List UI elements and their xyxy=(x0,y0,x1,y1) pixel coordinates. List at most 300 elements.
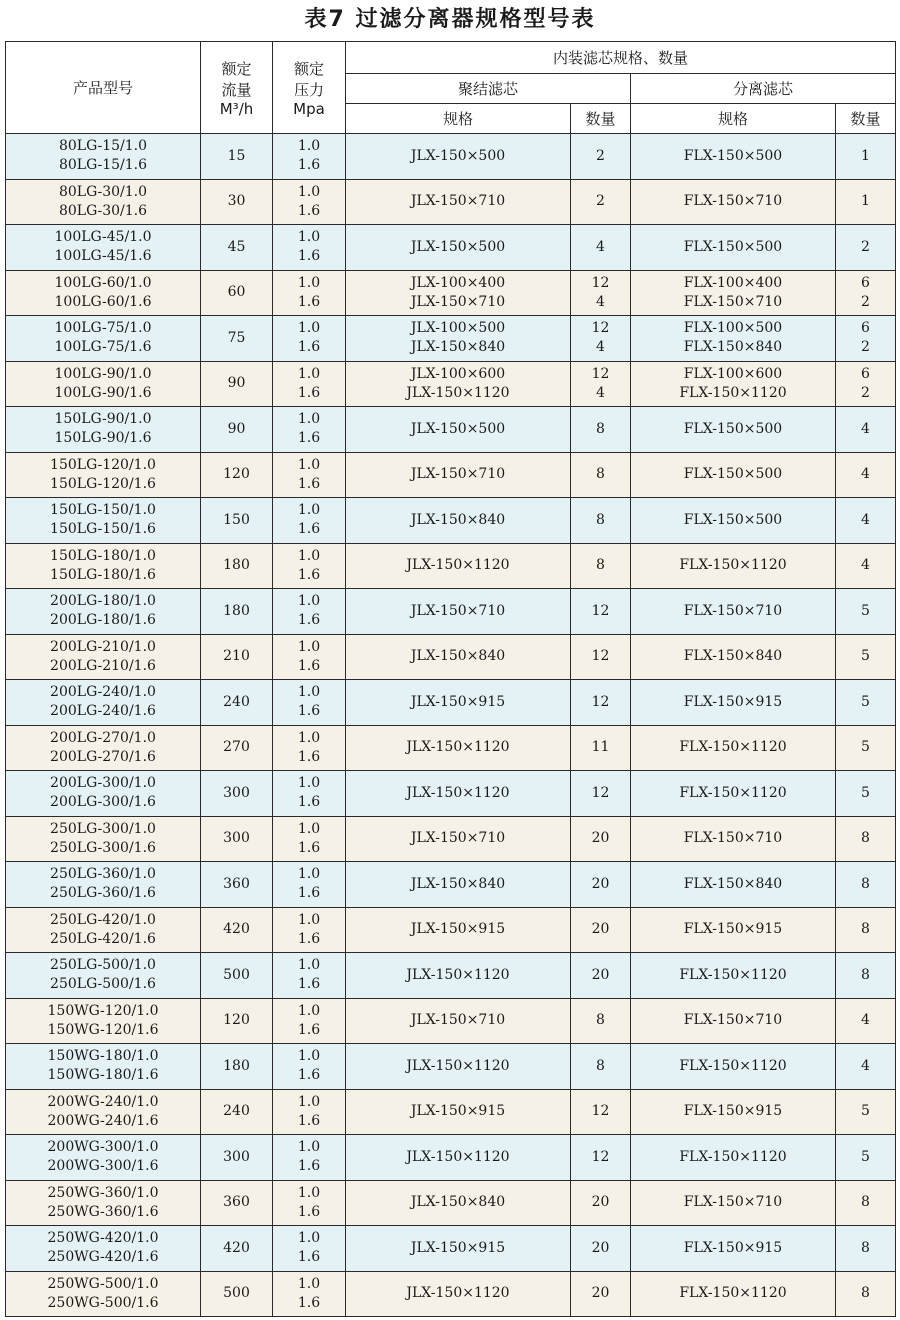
cell-separating-spec-line1: FLX-150×1120 xyxy=(679,1285,787,1302)
cell-model-line2: 200LG-300/1.6 xyxy=(50,794,156,811)
cell-flow xyxy=(201,452,273,498)
cell-pressure-line1: 1.0 xyxy=(297,547,321,564)
page-title: 表7 过滤分离器规格型号表 xyxy=(304,7,596,32)
cell-coalescing-spec-line1: JLX-150×840 xyxy=(410,648,506,665)
cell-coalescing-spec-line1: JLX-150×915 xyxy=(410,1103,506,1120)
cell-pressure xyxy=(273,862,346,908)
cell-separating-qty xyxy=(836,1044,896,1090)
cell-model xyxy=(6,270,201,316)
cell-model xyxy=(6,771,201,817)
cell-model-line1: 200LG-300/1.0 xyxy=(50,775,156,792)
cell-pressure xyxy=(273,816,346,862)
cell-coalescing-spec-line2: JLX-150×710 xyxy=(410,293,506,310)
cell-model-line1: 200LG-180/1.0 xyxy=(50,593,156,610)
cell-coalescing-spec-line1: JLX-150×915 xyxy=(410,1239,506,1256)
table-row xyxy=(6,589,896,635)
cell-pressure xyxy=(273,225,346,271)
table-row xyxy=(6,543,896,589)
cell-model xyxy=(6,907,201,953)
cell-coalescing-spec xyxy=(346,1226,571,1272)
cell-pressure-line2: 1.6 xyxy=(297,1203,321,1220)
header-separating: 分离滤芯 xyxy=(631,74,896,104)
cell-pressure-line2: 1.6 xyxy=(297,839,321,856)
cell-separating-spec xyxy=(631,361,836,407)
table-row xyxy=(6,1044,896,1090)
cell-separating-qty xyxy=(836,953,896,999)
cell-model-line2: 80LG-15/1.6 xyxy=(58,157,148,174)
cell-coalescing-qty-line1: 2 xyxy=(596,193,605,210)
cell-coalescing-spec-line1: JLX-150×840 xyxy=(410,511,506,528)
cell-separating-spec xyxy=(631,407,836,453)
cell-separating-qty xyxy=(836,1135,896,1181)
cell-model-line2: 250WG-360/1.6 xyxy=(47,1203,159,1220)
cell-separating-spec xyxy=(631,452,836,498)
cell-coalescing-spec-line1: JLX-150×1120 xyxy=(406,784,510,801)
header-pressure xyxy=(273,42,346,134)
cell-coalescing-spec-line1: JLX-150×1120 xyxy=(406,1057,510,1074)
cell-model xyxy=(6,452,201,498)
cell-coalescing-qty-line1: 12 xyxy=(591,320,610,337)
cell-pressure xyxy=(273,907,346,953)
table-row xyxy=(6,862,896,908)
cell-coalescing-spec-line1: JLX-150×915 xyxy=(410,693,506,710)
cell-separating-spec-line2: FLX-150×840 xyxy=(683,339,783,356)
cell-model xyxy=(6,862,201,908)
cell-model xyxy=(6,1226,201,1272)
cell-flow-line1: 180 xyxy=(223,557,250,574)
cell-model-line2: 150WG-120/1.6 xyxy=(47,1021,159,1038)
cell-pressure-line2: 1.6 xyxy=(297,202,321,219)
cell-pressure xyxy=(273,589,346,635)
cell-pressure xyxy=(273,452,346,498)
cell-pressure-line1: 1.0 xyxy=(297,229,321,246)
cell-separating-qty xyxy=(836,680,896,726)
cell-separating-spec xyxy=(631,316,836,362)
cell-model-line1: 80LG-15/1.0 xyxy=(58,138,148,155)
cell-coalescing-qty-line1: 12 xyxy=(591,1103,610,1120)
cell-model-line2: 250WG-500/1.6 xyxy=(47,1294,159,1311)
cell-separating-spec-line1: FLX-150×915 xyxy=(683,693,783,710)
cell-pressure-line2: 1.6 xyxy=(297,748,321,765)
cell-coalescing-qty-line2: 4 xyxy=(596,339,605,356)
cell-flow xyxy=(201,1135,273,1181)
cell-coalescing-qty xyxy=(571,270,631,316)
cell-model-line2: 100LG-90/1.6 xyxy=(54,384,152,401)
cell-pressure-line1: 1.0 xyxy=(297,320,321,337)
cell-coalescing-spec-line1: JLX-150×710 xyxy=(410,1012,506,1029)
table-row xyxy=(6,179,896,225)
cell-model-line1: 250LG-500/1.0 xyxy=(50,957,156,974)
cell-separating-qty xyxy=(836,634,896,680)
cell-coalescing-qty xyxy=(571,361,631,407)
cell-flow-line1: 90 xyxy=(227,375,246,392)
cell-pressure xyxy=(273,1180,346,1226)
cell-separating-spec-line1: FLX-150×500 xyxy=(683,511,783,528)
table-row xyxy=(6,361,896,407)
cell-pressure xyxy=(273,407,346,453)
cell-coalescing-qty xyxy=(571,680,631,726)
cell-model-line1: 100LG-45/1.0 xyxy=(54,229,152,246)
cell-flow xyxy=(201,634,273,680)
cell-pressure-line1: 1.0 xyxy=(297,775,321,792)
cell-coalescing-qty xyxy=(571,316,631,362)
cell-separating-spec xyxy=(631,816,836,862)
cell-flow-line1: 150 xyxy=(223,511,250,528)
cell-flow xyxy=(201,225,273,271)
table-body xyxy=(6,134,896,1317)
table-row xyxy=(6,725,896,771)
cell-model-line2: 100LG-60/1.6 xyxy=(54,293,152,310)
cell-flow xyxy=(201,771,273,817)
cell-separating-qty-line1: 1 xyxy=(861,147,870,164)
cell-separating-spec-line1: FLX-150×500 xyxy=(683,420,783,437)
cell-flow xyxy=(201,862,273,908)
cell-separating-qty-line2: 2 xyxy=(861,339,870,356)
cell-flow-line1: 360 xyxy=(223,875,250,892)
cell-separating-spec xyxy=(631,907,836,953)
cell-coalescing-qty xyxy=(571,1044,631,1090)
header-separating-spec: 规格 xyxy=(631,104,836,134)
cell-pressure xyxy=(273,1226,346,1272)
cell-separating-qty-line1: 1 xyxy=(861,193,870,210)
cell-coalescing-spec-line1: JLX-150×710 xyxy=(410,830,506,847)
cell-coalescing-qty-line1: 20 xyxy=(591,921,610,938)
cell-flow-line1: 270 xyxy=(223,739,250,756)
table-row xyxy=(6,134,896,180)
cell-model-line1: 200LG-240/1.0 xyxy=(50,684,156,701)
cell-coalescing-qty xyxy=(571,498,631,544)
cell-separating-spec-line1: FLX-150×1120 xyxy=(679,966,787,983)
cell-coalescing-spec-line1: JLX-150×500 xyxy=(410,147,506,164)
cell-pressure-line1: 1.0 xyxy=(297,911,321,928)
cell-model xyxy=(6,543,201,589)
cell-coalescing-spec-line2: JLX-150×840 xyxy=(410,339,506,356)
cell-pressure xyxy=(273,634,346,680)
cell-coalescing-spec-line1: JLX-100×600 xyxy=(410,365,506,382)
cell-flow-line1: 300 xyxy=(223,1148,250,1165)
table-row xyxy=(6,316,896,362)
cell-model xyxy=(6,725,201,771)
cell-coalescing-qty-line1: 11 xyxy=(591,739,610,756)
cell-model xyxy=(6,179,201,225)
cell-flow xyxy=(201,680,273,726)
header-separating-qty: 数量 xyxy=(836,104,896,134)
cell-pressure-line1: 1.0 xyxy=(297,365,321,382)
cell-coalescing-spec xyxy=(346,862,571,908)
cell-model-line1: 150WG-120/1.0 xyxy=(47,1002,159,1019)
cell-separating-spec xyxy=(631,725,836,771)
cell-separating-spec-line1: FLX-150×1120 xyxy=(679,739,787,756)
cell-separating-spec-line1: FLX-150×915 xyxy=(683,1239,783,1256)
cell-coalescing-spec-line1: JLX-150×840 xyxy=(410,875,506,892)
cell-coalescing-spec xyxy=(346,680,571,726)
cell-separating-qty-line1: 4 xyxy=(861,1057,870,1074)
cell-separating-spec-line1: FLX-150×710 xyxy=(683,602,783,619)
cell-separating-qty-line1: 5 xyxy=(861,602,870,619)
cell-coalescing-spec-line1: JLX-100×400 xyxy=(410,274,506,291)
cell-separating-spec-line1: FLX-150×1120 xyxy=(679,1148,787,1165)
cell-model-line2: 250LG-500/1.6 xyxy=(50,976,156,993)
cell-flow xyxy=(201,1089,273,1135)
cell-model xyxy=(6,998,201,1044)
cell-coalescing-qty xyxy=(571,1135,631,1181)
cell-pressure-line2: 1.6 xyxy=(297,1294,321,1311)
cell-coalescing-qty xyxy=(571,862,631,908)
cell-model-line2: 200LG-180/1.6 xyxy=(50,612,156,629)
cell-pressure-line1: 1.0 xyxy=(297,1002,321,1019)
cell-flow xyxy=(201,1180,273,1226)
cell-separating-qty-line1: 5 xyxy=(861,648,870,665)
cell-pressure-line2: 1.6 xyxy=(297,976,321,993)
cell-separating-qty xyxy=(836,134,896,180)
cell-model-line1: 250LG-360/1.0 xyxy=(50,866,156,883)
cell-coalescing-spec xyxy=(346,225,571,271)
cell-separating-qty-line1: 4 xyxy=(861,1012,870,1029)
cell-coalescing-qty-line2: 4 xyxy=(596,384,605,401)
table-row xyxy=(6,1271,896,1317)
cell-coalescing-spec xyxy=(346,1271,571,1317)
cell-flow-line1: 420 xyxy=(223,1239,250,1256)
cell-model xyxy=(6,498,201,544)
table-row xyxy=(6,680,896,726)
cell-pressure-line1: 1.0 xyxy=(297,274,321,291)
cell-separating-qty xyxy=(836,179,896,225)
cell-pressure-line1: 1.0 xyxy=(297,502,321,519)
cell-flow xyxy=(201,361,273,407)
cell-separating-spec xyxy=(631,498,836,544)
table-header xyxy=(6,42,896,134)
cell-model-line1: 200LG-270/1.0 xyxy=(50,729,156,746)
cell-model-line1: 150LG-150/1.0 xyxy=(50,502,156,519)
cell-flow xyxy=(201,1226,273,1272)
cell-flow xyxy=(201,589,273,635)
cell-pressure xyxy=(273,498,346,544)
cell-pressure xyxy=(273,270,346,316)
table-row xyxy=(6,998,896,1044)
cell-coalescing-spec-line1: JLX-150×915 xyxy=(410,921,506,938)
cell-separating-spec-line1: FLX-100×600 xyxy=(683,365,783,382)
cell-separating-qty-line1: 8 xyxy=(861,875,870,892)
cell-pressure-line2: 1.6 xyxy=(297,885,321,902)
cell-pressure xyxy=(273,361,346,407)
cell-pressure-line2: 1.6 xyxy=(297,293,321,310)
cell-coalescing-qty xyxy=(571,134,631,180)
cell-coalescing-spec-line1: JLX-150×710 xyxy=(410,193,506,210)
cell-flow xyxy=(201,543,273,589)
cell-model xyxy=(6,316,201,362)
table-row xyxy=(6,270,896,316)
cell-coalescing-spec-line1: JLX-150×1120 xyxy=(406,557,510,574)
cell-separating-qty xyxy=(836,498,896,544)
cell-coalescing-spec xyxy=(346,1135,571,1181)
cell-model xyxy=(6,225,201,271)
cell-separating-spec-line1: FLX-150×1120 xyxy=(679,557,787,574)
cell-flow-line1: 180 xyxy=(223,602,250,619)
cell-coalescing-spec xyxy=(346,998,571,1044)
cell-separating-spec-line1: FLX-150×915 xyxy=(683,1103,783,1120)
header-pressure-unit: Mpa xyxy=(293,99,325,118)
header-pressure-line2: 压力 xyxy=(293,80,324,99)
cell-pressure-line1: 1.0 xyxy=(297,820,321,837)
cell-coalescing-qty-line1: 12 xyxy=(591,784,610,801)
cell-separating-qty-line1: 4 xyxy=(861,420,870,437)
cell-flow xyxy=(201,407,273,453)
cell-separating-qty-line2: 2 xyxy=(861,384,870,401)
cell-model xyxy=(6,361,201,407)
cell-flow-line1: 120 xyxy=(223,1012,250,1029)
table-row xyxy=(6,225,896,271)
cell-separating-qty-line1: 8 xyxy=(861,966,870,983)
cell-flow xyxy=(201,1044,273,1090)
cell-separating-qty-line1: 5 xyxy=(861,739,870,756)
cell-model-line1: 100LG-75/1.0 xyxy=(54,320,152,337)
cell-pressure xyxy=(273,771,346,817)
cell-coalescing-qty-line1: 2 xyxy=(596,147,605,164)
cell-coalescing-spec xyxy=(346,771,571,817)
cell-coalescing-spec-line1: JLX-150×500 xyxy=(410,238,506,255)
cell-model-line1: 150LG-120/1.0 xyxy=(50,456,156,473)
cell-separating-spec xyxy=(631,134,836,180)
cell-model-line2: 200LG-240/1.6 xyxy=(50,703,156,720)
cell-coalescing-qty-line1: 20 xyxy=(591,830,610,847)
cell-flow-line1: 60 xyxy=(227,284,246,301)
cell-coalescing-qty-line1: 12 xyxy=(591,602,610,619)
cell-flow xyxy=(201,498,273,544)
cell-pressure-line1: 1.0 xyxy=(297,593,321,610)
cell-model-line1: 100LG-60/1.0 xyxy=(54,274,152,291)
cell-flow-line1: 210 xyxy=(223,648,250,665)
cell-model-line1: 250LG-300/1.0 xyxy=(50,820,156,837)
cell-separating-qty xyxy=(836,225,896,271)
cell-flow-line1: 75 xyxy=(227,329,246,346)
cell-separating-spec-line1: FLX-150×500 xyxy=(683,466,783,483)
cell-model xyxy=(6,680,201,726)
cell-separating-spec-line1: FLX-150×710 xyxy=(683,1012,783,1029)
cell-flow-line1: 500 xyxy=(223,966,250,983)
cell-separating-spec-line1: FLX-150×500 xyxy=(683,238,783,255)
cell-flow-line1: 300 xyxy=(223,830,250,847)
cell-coalescing-spec xyxy=(346,498,571,544)
cell-separating-spec-line1: FLX-150×1120 xyxy=(679,1057,787,1074)
cell-separating-spec xyxy=(631,1226,836,1272)
cell-separating-spec xyxy=(631,543,836,589)
cell-separating-qty-line1: 5 xyxy=(861,693,870,710)
cell-coalescing-qty-line1: 20 xyxy=(591,1239,610,1256)
table-row xyxy=(6,634,896,680)
cell-pressure-line2: 1.6 xyxy=(297,1021,321,1038)
cell-model-line2: 200WG-240/1.6 xyxy=(47,1112,159,1129)
cell-separating-qty-line1: 6 xyxy=(861,365,870,382)
cell-pressure-line1: 1.0 xyxy=(297,183,321,200)
cell-coalescing-spec-line1: JLX-150×1120 xyxy=(406,1148,510,1165)
cell-coalescing-qty-line1: 20 xyxy=(591,875,610,892)
cell-coalescing-qty-line1: 12 xyxy=(591,274,610,291)
cell-model-line1: 250WG-360/1.0 xyxy=(47,1184,159,1201)
cell-pressure-line2: 1.6 xyxy=(297,339,321,356)
cell-coalescing-qty-line1: 20 xyxy=(591,1285,610,1302)
cell-pressure-line1: 1.0 xyxy=(297,1093,321,1110)
spec-table xyxy=(5,41,896,1317)
cell-separating-qty-line1: 8 xyxy=(861,1194,870,1211)
cell-coalescing-spec xyxy=(346,1089,571,1135)
cell-coalescing-spec xyxy=(346,270,571,316)
cell-pressure xyxy=(273,543,346,589)
cell-pressure-line2: 1.6 xyxy=(297,1067,321,1084)
cell-model-line1: 200WG-300/1.0 xyxy=(47,1139,159,1156)
cell-separating-spec xyxy=(631,589,836,635)
cell-separating-spec-line1: FLX-150×840 xyxy=(683,875,783,892)
cell-model xyxy=(6,134,201,180)
cell-flow xyxy=(201,998,273,1044)
cell-pressure-line2: 1.6 xyxy=(297,1112,321,1129)
cell-coalescing-qty xyxy=(571,998,631,1044)
cell-pressure-line2: 1.6 xyxy=(297,475,321,492)
cell-coalescing-spec-line1: JLX-150×1120 xyxy=(406,966,510,983)
cell-coalescing-qty xyxy=(571,179,631,225)
cell-model xyxy=(6,953,201,999)
cell-separating-qty-line1: 4 xyxy=(861,466,870,483)
cell-flow xyxy=(201,953,273,999)
cell-separating-spec xyxy=(631,1135,836,1181)
cell-pressure xyxy=(273,953,346,999)
cell-pressure-line2: 1.6 xyxy=(297,157,321,174)
table-row xyxy=(6,1089,896,1135)
cell-separating-qty xyxy=(836,862,896,908)
cell-pressure xyxy=(273,1271,346,1317)
cell-separating-spec-line2: FLX-150×710 xyxy=(683,293,783,310)
cell-coalescing-spec xyxy=(346,134,571,180)
cell-coalescing-spec xyxy=(346,953,571,999)
header-flow xyxy=(201,42,273,134)
cell-model-line1: 200WG-240/1.0 xyxy=(47,1093,159,1110)
cell-coalescing-qty xyxy=(571,225,631,271)
cell-separating-spec xyxy=(631,179,836,225)
cell-pressure-line2: 1.6 xyxy=(297,612,321,629)
cell-model xyxy=(6,589,201,635)
cell-pressure xyxy=(273,998,346,1044)
cell-coalescing-spec-line1: JLX-150×500 xyxy=(410,420,506,437)
cell-model-line1: 250LG-420/1.0 xyxy=(50,911,156,928)
cell-separating-qty-line1: 6 xyxy=(861,320,870,337)
cell-separating-spec xyxy=(631,771,836,817)
cell-coalescing-spec xyxy=(346,816,571,862)
header-flow-line2: 流量 xyxy=(221,80,252,99)
cell-separating-qty-line1: 4 xyxy=(861,557,870,574)
cell-separating-qty-line1: 8 xyxy=(861,830,870,847)
cell-separating-spec xyxy=(631,270,836,316)
cell-model-line2: 150LG-180/1.6 xyxy=(50,566,156,583)
cell-flow-line1: 420 xyxy=(223,921,250,938)
cell-model xyxy=(6,1135,201,1181)
cell-separating-qty-line1: 5 xyxy=(861,784,870,801)
cell-coalescing-spec-line2: JLX-150×1120 xyxy=(406,384,510,401)
cell-model-line2: 200LG-210/1.6 xyxy=(50,657,156,674)
cell-separating-spec xyxy=(631,1271,836,1317)
cell-separating-spec-line1: FLX-150×710 xyxy=(683,830,783,847)
cell-coalescing-qty xyxy=(571,771,631,817)
cell-model-line2: 100LG-75/1.6 xyxy=(54,339,152,356)
cell-pressure-line1: 1.0 xyxy=(297,1184,321,1201)
cell-pressure-line2: 1.6 xyxy=(297,521,321,538)
cell-coalescing-qty xyxy=(571,589,631,635)
cell-pressure xyxy=(273,1135,346,1181)
cell-coalescing-spec-line1: JLX-150×840 xyxy=(410,1194,506,1211)
cell-flow-line1: 30 xyxy=(227,193,246,210)
cell-model-line1: 150WG-180/1.0 xyxy=(47,1048,159,1065)
cell-pressure-line2: 1.6 xyxy=(297,430,321,447)
table-row xyxy=(6,953,896,999)
cell-separating-qty xyxy=(836,725,896,771)
